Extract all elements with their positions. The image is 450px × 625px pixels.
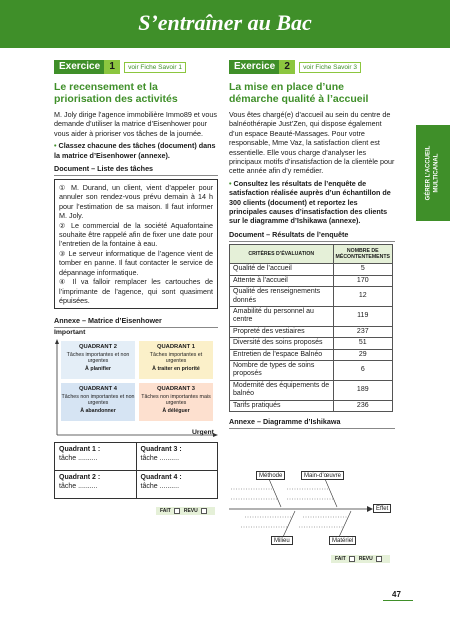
page-number: 47 bbox=[392, 590, 401, 599]
fiche-reference: voir Fiche Savoir 1 bbox=[124, 62, 186, 73]
table-row: Attente à l’accueil 170 bbox=[230, 275, 393, 286]
exercise-label: Exercice bbox=[229, 60, 279, 74]
exercise-instruction: • Classez chacune des tâches (document) dans la matrice d’Eisenhower (annexe). bbox=[54, 141, 216, 160]
revu-checkbox[interactable] bbox=[201, 508, 207, 514]
task-item: ① M. Durand, un client, vient d’appeler pour annuler son rendez-vous prévu demain à 14 h pour l’estimation de sa maison. Il faut informer M. Joly. bbox=[59, 183, 213, 221]
eisenhower-matrix bbox=[54, 329, 218, 439]
quadrant-3: QUADRANT 3 Tâches non importantes mais urgentes À déléguer bbox=[139, 383, 213, 421]
quadrant-4: QUADRANT 4 Tâches non importantes et non urgentes À abandonner bbox=[61, 383, 135, 421]
exercise-1-header bbox=[54, 60, 218, 74]
answer-cell-q2[interactable]: Quadrant 2 : tâche .......... bbox=[55, 471, 137, 499]
table-row: Entretien de l’espace Balnéo 29 bbox=[230, 349, 393, 360]
bullet: • bbox=[54, 141, 57, 151]
table-row: Nombre de types de soins proposés 6 bbox=[230, 360, 393, 380]
table-header: NOMBRE DE MÉCONTENTEMENTS bbox=[333, 244, 392, 263]
ishikawa-methode: Méthode bbox=[256, 471, 285, 480]
page-title: S’entraîner au Bac bbox=[138, 10, 312, 35]
progress-checkboxes-1: FAIT REVU bbox=[156, 507, 215, 515]
exercise-instruction: • Consultez les résultats de l’enquête de satisfaction réalisée auprès d’un échantillon de 300 clients (document) et reportez les principales causes d’insatisfaction des clients sur le diagramme d’Ishikawa (annexe). bbox=[229, 178, 391, 226]
ishikawa-effet: Effet bbox=[373, 504, 391, 513]
answer-cell-q1[interactable]: Quadrant 1 : tâche .......... bbox=[55, 443, 137, 471]
ishikawa-materiel: Matériel bbox=[329, 536, 356, 545]
side-tab-line1: GÉRER L’ACCUEIL bbox=[425, 145, 432, 201]
ishikawa-milieu: Milieu bbox=[271, 536, 293, 545]
table-header: CRITÈRES D’ÉVALUATION bbox=[230, 244, 334, 263]
answer-cell-q3[interactable]: Quadrant 3 : tâche .......... bbox=[136, 443, 218, 471]
side-tab-line2: MULTICANAL bbox=[433, 153, 439, 193]
annex-title: Annexe – Matrice d’Eisenhower bbox=[54, 316, 218, 328]
exercise-intro: M. Joly dirige l’agence immobilière Immo89 et vous demande d’utiliser la matrice d’Eisenhower pour vous aider à prioriser vos tâches de la journée. bbox=[54, 110, 217, 138]
table-row: Modernité des équipements de balnéo 189 bbox=[230, 380, 393, 400]
table-row: Amabilité du personnel au centre 119 bbox=[230, 306, 393, 326]
table-row: Qualité des renseignements donnés 12 bbox=[230, 287, 393, 307]
quadrant-answer-table bbox=[54, 442, 218, 499]
revu-checkbox[interactable] bbox=[376, 556, 382, 562]
task-list bbox=[54, 179, 218, 309]
fait-checkbox[interactable] bbox=[349, 556, 355, 562]
annex-title: Annexe – Diagramme d’Ishikawa bbox=[229, 417, 395, 429]
exercise-number: 2 bbox=[279, 60, 295, 74]
axis-urgent: Urgent bbox=[192, 429, 214, 436]
exercise-intro: Vous êtes chargé(e) d’accueil au sein du centre de balnéothérapie Just’Zen, qui dispose également d’un espace Beauté-Massages. Pour votre responsable, Mme Vaz, la satisfaction client est essentielle. Elle vous charge d’analyser les principaux motifs d’insatisfaction de la clientèle pour cette année afin d’y remédier. bbox=[229, 110, 395, 176]
document-title: Document – Résultats de l’enquête bbox=[229, 230, 395, 242]
bullet: • bbox=[229, 178, 232, 188]
exercise-1 bbox=[54, 60, 218, 328]
exercise-title: Le recensement et la priorisation des activités bbox=[54, 81, 178, 105]
fiche-reference: voir Fiche Savoir 3 bbox=[299, 62, 361, 73]
title-bar bbox=[0, 0, 450, 48]
progress-checkboxes-2: FAIT REVU bbox=[331, 555, 390, 563]
exercise-title: La mise en place d’une démarche qualité à l’accueil bbox=[229, 81, 369, 105]
table-row: Diversité des soins proposés 51 bbox=[230, 338, 393, 349]
exercise-number: 1 bbox=[104, 60, 120, 74]
task-item: ④ Il va falloir remplacer les cartouches de l’imprimante de l’agence, qui sont quasiment épuisées. bbox=[59, 277, 213, 305]
side-tab bbox=[416, 125, 450, 221]
table-row: Tarifs pratiqués 236 bbox=[230, 400, 393, 411]
exercise-2 bbox=[229, 60, 395, 429]
table-row: Propreté des vestiaires 237 bbox=[230, 326, 393, 337]
task-item: ③ Le serveur informatique de l’agence vient de tomber en panne. Il faut contacter le service de dépannage informatique. bbox=[59, 248, 213, 277]
ishikawa-main-oeuvre: Main-d’œuvre bbox=[301, 471, 344, 480]
axis-important: Important bbox=[54, 329, 86, 336]
exercise-label: Exercice bbox=[54, 60, 104, 74]
answer-cell-q4[interactable]: Quadrant 4 : tâche .......... bbox=[136, 471, 218, 499]
survey-results-table bbox=[229, 244, 393, 412]
ishikawa-diagram bbox=[229, 465, 395, 551]
document-title: Document – Liste des tâches bbox=[54, 164, 218, 176]
table-row: Qualité de l’accueil 5 bbox=[230, 264, 393, 275]
quadrant-2: QUADRANT 2 Tâches importantes et non urgentes À planifier bbox=[61, 341, 135, 379]
page-number-underline bbox=[383, 600, 413, 601]
fait-checkbox[interactable] bbox=[174, 508, 180, 514]
task-item: ② Le commercial de la société Aquafontaine souhaite être rappelé afin de fixer une date pour l’entretien de la fontaine à eau. bbox=[59, 220, 213, 249]
exercise-2-header bbox=[229, 60, 395, 74]
quadrant-1: QUADRANT 1 Tâches importantes et urgentes À traiter en priorité bbox=[139, 341, 213, 379]
